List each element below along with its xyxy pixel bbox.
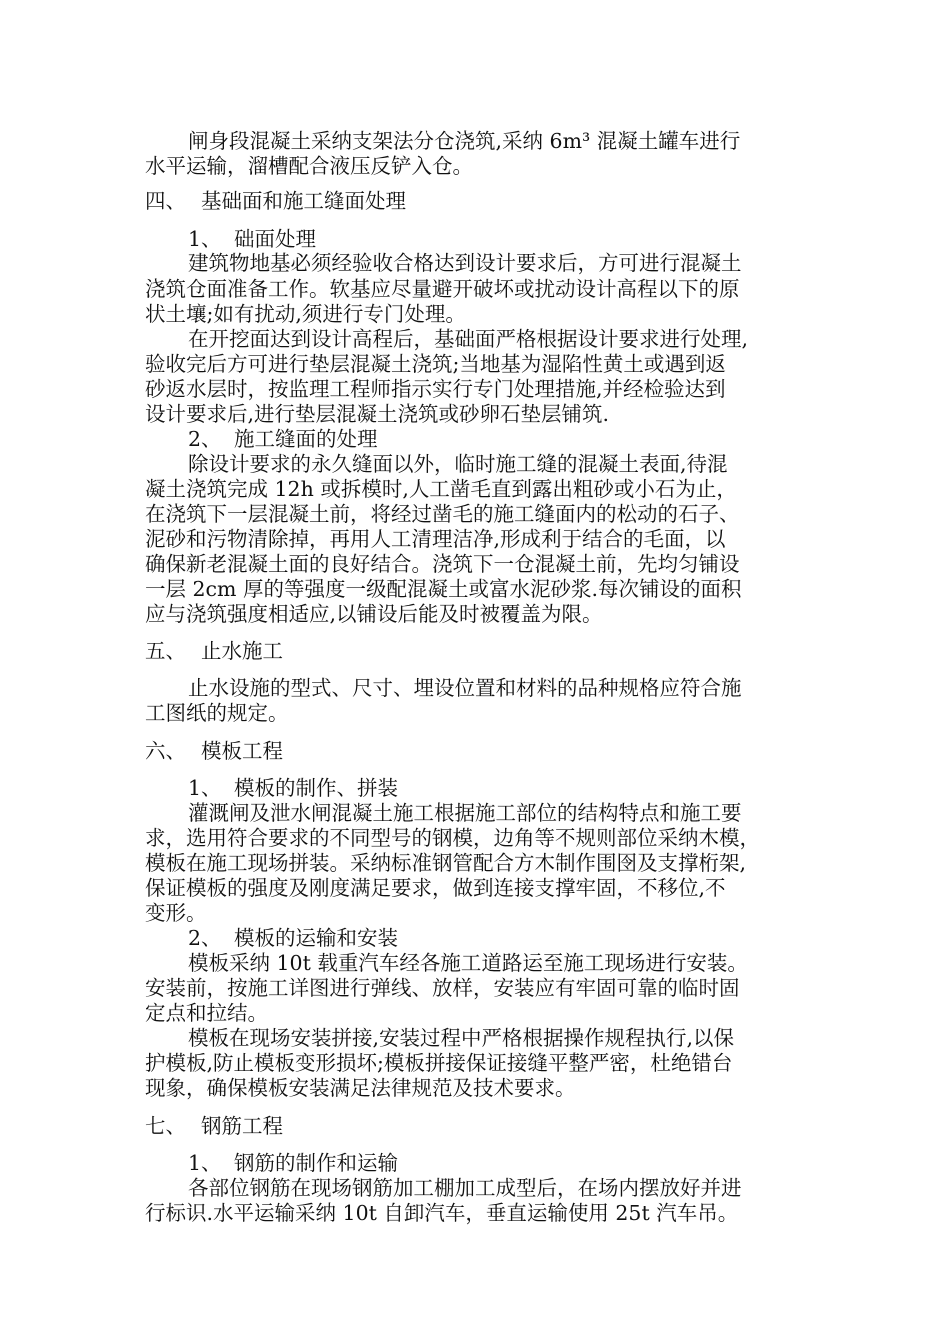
section-heading — [145, 1113, 815, 1139]
paragraph-line: 水平运输，溜槽配合液压反铲入仓。 — [145, 154, 473, 178]
subsection-heading — [188, 1150, 858, 1176]
subsection-number: 2、 — [188, 427, 222, 451]
subsection-title: 施工缝面的处理 — [234, 427, 378, 451]
paragraph-line: 工图纸的规定。 — [145, 701, 289, 725]
paragraph-line: 验收完后方可进行垫层混凝土浇筑;当地基为湿陷性黄土或遇到返 — [145, 352, 726, 376]
paragraph-line: 灌溉闸及泄水闸混凝土施工根据施工部位的结构特点和施工要 — [188, 801, 742, 825]
paragraph-line: 建筑物地基必须经验收合格达到设计要求后，方可进行混凝土 — [188, 251, 742, 275]
paragraph-line: 模板在施工现场拼装。采纳标准钢管配合方木制作围囹及支撑桁架, — [145, 851, 747, 875]
section-title: 钢筋工程 — [201, 1114, 283, 1138]
paragraph-line: 状土壤;如有扰动,须进行专门处理。 — [145, 302, 466, 326]
subsection-title: 钢筋的制作和运输 — [234, 1151, 398, 1175]
subsection-title: 础面处理 — [234, 227, 316, 251]
section-heading — [145, 638, 815, 664]
paragraph-line: 现象，确保模板安装满足法律规范及技术要求。 — [145, 1076, 576, 1100]
paragraph-line: 凝土浇筑完成 12h 或拆模时,人工凿毛直到露出粗砂或小石为止， — [145, 477, 737, 501]
paragraph-line: 泥砂和污物清除掉，再用人工清理洁净,形成利于结合的毛面，以 — [145, 527, 726, 551]
paragraph-line: 模板采纳 10t 载重汽车经各施工道路运至施工现场进行安装。 — [188, 951, 748, 975]
subsection-heading — [188, 226, 858, 252]
subsection-number: 1、 — [188, 1151, 222, 1175]
paragraph-line: 求，选用符合要求的不同型号的钢模，边角等不规则部位采纳木模， — [145, 826, 760, 850]
paragraph-line: 在浇筑下一层混凝土前，将经过凿毛的施工缝面内的松动的石子、 — [145, 502, 740, 526]
subsection-title: 模板的运输和安装 — [234, 926, 398, 950]
subsection-heading — [188, 775, 858, 801]
subsection-number: 2、 — [188, 926, 222, 950]
paragraph-line: 浇筑仓面准备工作。软基应尽量避开破坏或扰动设计高程以下的原 — [145, 277, 740, 301]
paragraph-line: 闸身段混凝土采纳支架法分仓浇筑,采纳 6m³ 混凝土罐车进行 — [188, 129, 741, 153]
paragraph-line: 应与浇筑强度相适应,以铺设后能及时被覆盖为限。 — [145, 602, 603, 626]
paragraph-line: 变形。 — [145, 901, 207, 925]
subsection-heading — [188, 426, 858, 452]
section-title: 基础面和施工缝面处理 — [201, 189, 406, 213]
section-number: 七、 — [145, 1114, 186, 1138]
section-title: 止水施工 — [201, 639, 283, 663]
paragraph-line: 一层 2cm 厚的等强度一级配混凝土或富水泥砂浆.每次铺设的面积 — [145, 577, 742, 601]
paragraph-line: 砂返水层时，按监理工程师指示实行专门处理措施,并经检验达到 — [145, 377, 726, 401]
section-title: 模板工程 — [201, 739, 283, 763]
section-number: 五、 — [145, 639, 186, 663]
paragraph-line: 护模板,防止模板变形损坏;模板拼接保证接缝平整严密，杜绝错台 — [145, 1051, 733, 1075]
paragraph-line: 安装前，按施工详图进行弹线、放样，安装应有牢固可靠的临时固 — [145, 976, 740, 1000]
paragraph-line: 除设计要求的永久缝面以外，临时施工缝的混凝土表面,待混 — [188, 452, 728, 476]
subsection-heading — [188, 925, 858, 951]
paragraph-line: 保证模板的强度及刚度满足要求，做到连接支撑牢固，不移位,不 — [145, 876, 726, 900]
paragraph-line: 确保新老混凝土面的良好结合。浇筑下一仓混凝土前，先均匀铺设 — [145, 552, 740, 576]
subsection-number: 1、 — [188, 776, 222, 800]
paragraph-line: 设计要求后,进行垫层混凝土浇筑或砂卵石垫层铺筑. — [145, 402, 610, 426]
paragraph-line: 各部位钢筋在现场钢筋加工棚加工成型后，在场内摆放好并进 — [188, 1176, 742, 1200]
section-heading — [145, 188, 815, 214]
paragraph-line: 模板在现场安装拼接,安装过程中严格根据操作规程执行,以保 — [188, 1026, 735, 1050]
subsection-title: 模板的制作、拼装 — [234, 776, 398, 800]
paragraph-line: 在开挖面达到设计高程后，基础面严格根据设计要求进行处理, — [188, 327, 749, 351]
section-number: 四、 — [145, 189, 186, 213]
subsection-number: 1、 — [188, 227, 222, 251]
section-number: 六、 — [145, 739, 186, 763]
paragraph-line: 定点和拉结。 — [145, 1001, 268, 1025]
paragraph-line: 止水设施的型式、尺寸、埋设位置和材料的品种规格应符合施 — [188, 676, 742, 700]
section-heading — [145, 738, 815, 764]
paragraph-line: 行标识.水平运输采纳 10t 自卸汽车，垂直运输使用 25t 汽车吊。 — [145, 1201, 739, 1225]
